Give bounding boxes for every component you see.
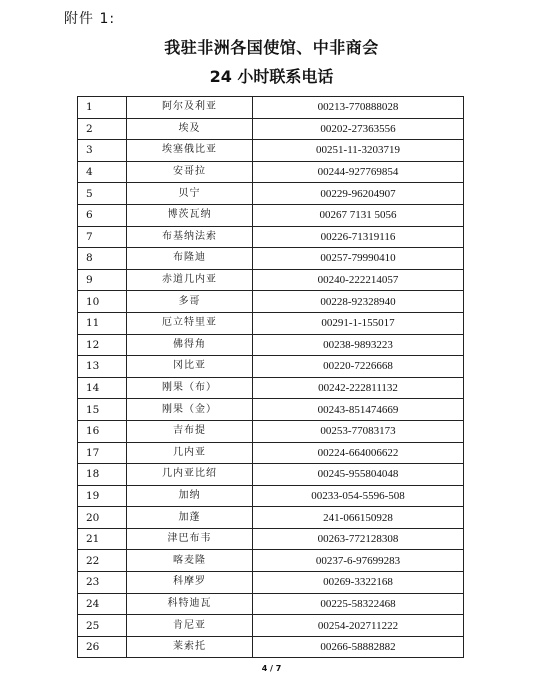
country-name: 埃塞俄比亚: [127, 140, 253, 162]
row-number: 25: [78, 615, 127, 637]
phone-number: 00263-772128308: [253, 528, 464, 550]
table-row: [78, 204, 464, 226]
row-number: 5: [78, 183, 127, 205]
country-name: 阿尔及利亚: [127, 97, 253, 119]
phone-number: 00242-222811132: [253, 377, 464, 399]
country-name: 科摩罗: [127, 572, 253, 594]
row-number: 11: [78, 312, 127, 334]
row-number: 6: [78, 204, 127, 226]
page-number: 4 / 7: [261, 664, 282, 673]
table-row: [78, 356, 464, 378]
row-number: 23: [78, 572, 127, 594]
country-name: 几内亚: [127, 442, 253, 464]
phone-number: 00213-770888028: [253, 97, 464, 119]
country-name: 科特迪瓦: [127, 593, 253, 615]
phone-number: 00228-92328940: [253, 291, 464, 313]
table-row: [78, 636, 464, 658]
country-name: 布基纳法索: [127, 226, 253, 248]
row-number: 10: [78, 291, 127, 313]
table-row: [78, 226, 464, 248]
phone-number: 00266-58882882: [253, 636, 464, 658]
row-number: 19: [78, 485, 127, 507]
table-row: [78, 377, 464, 399]
country-name: 佛得角: [127, 334, 253, 356]
row-number: 22: [78, 550, 127, 572]
row-number: 26: [78, 636, 127, 658]
phone-number: 00269-3322168: [253, 572, 464, 594]
row-number: 14: [78, 377, 127, 399]
phone-number: 00253-77083173: [253, 420, 464, 442]
phone-number: 00202-27363556: [253, 118, 464, 140]
country-name: 安哥拉: [127, 161, 253, 183]
table-row: [78, 183, 464, 205]
country-name: 喀麦隆: [127, 550, 253, 572]
phone-number: 00233-054-5596-508: [253, 485, 464, 507]
country-name: 津巴布韦: [127, 528, 253, 550]
row-number: 12: [78, 334, 127, 356]
country-name: 刚果（布）: [127, 377, 253, 399]
table-row: [78, 593, 464, 615]
row-number: 24: [78, 593, 127, 615]
country-name: 厄立特里亚: [127, 312, 253, 334]
phone-number: 00225-58322468: [253, 593, 464, 615]
table-row: [78, 334, 464, 356]
table-row: [78, 269, 464, 291]
phone-number: 00240-222214057: [253, 269, 464, 291]
row-number: 17: [78, 442, 127, 464]
country-name: 博茨瓦纳: [127, 204, 253, 226]
phone-number: 00251-11-3203719: [253, 140, 464, 162]
phone-number: 00237-6-97699283: [253, 550, 464, 572]
country-name: 莱索托: [127, 636, 253, 658]
phone-number: 00226-71319116: [253, 226, 464, 248]
contact-table-body: [78, 97, 464, 658]
country-name: 加纳: [127, 485, 253, 507]
country-name: 多哥: [127, 291, 253, 313]
phone-number: 241-066150928: [253, 507, 464, 529]
table-row: [78, 550, 464, 572]
phone-number: 00244-927769854: [253, 161, 464, 183]
country-name: 赤道几内亚: [127, 269, 253, 291]
table-row: [78, 118, 464, 140]
row-number: 4: [78, 161, 127, 183]
row-number: 16: [78, 420, 127, 442]
phone-number: 00291-1-155017: [253, 312, 464, 334]
table-row: [78, 140, 464, 162]
table-row: [78, 485, 464, 507]
table-row: [78, 399, 464, 421]
table-row: [78, 572, 464, 594]
row-number: 1: [78, 97, 127, 119]
phone-number: 00243-851474669: [253, 399, 464, 421]
table-row: [78, 528, 464, 550]
table-row: [78, 312, 464, 334]
phone-number: 00257-79990410: [253, 248, 464, 270]
row-number: 15: [78, 399, 127, 421]
row-number: 13: [78, 356, 127, 378]
row-number: 3: [78, 140, 127, 162]
country-name: 吉布提: [127, 420, 253, 442]
row-number: 18: [78, 464, 127, 486]
table-row: [78, 161, 464, 183]
document-title: 我驻非洲各国使馆、中非商会: [164, 38, 379, 57]
phone-number: 00254-202711222: [253, 615, 464, 637]
table-row: [78, 507, 464, 529]
annex-label: 附件 1:: [64, 11, 116, 27]
row-number: 8: [78, 248, 127, 270]
row-number: 20: [78, 507, 127, 529]
table-row: [78, 420, 464, 442]
phone-number: 00224-664006622: [253, 442, 464, 464]
table-row: [78, 248, 464, 270]
row-number: 9: [78, 269, 127, 291]
phone-number: 00238-9893223: [253, 334, 464, 356]
country-name: 几内亚比绍: [127, 464, 253, 486]
phone-number: 00245-955804048: [253, 464, 464, 486]
country-name: 刚果（金）: [127, 399, 253, 421]
table-row: [78, 442, 464, 464]
country-name: 贝宁: [127, 183, 253, 205]
table-row: [78, 291, 464, 313]
document-subtitle: 24 小时联系电话: [209, 67, 334, 86]
phone-number: 00220-7226668: [253, 356, 464, 378]
table-row: [78, 464, 464, 486]
contact-table: [77, 96, 464, 658]
phone-number: 00267 7131 5056: [253, 204, 464, 226]
phone-number: 00229-96204907: [253, 183, 464, 205]
row-number: 7: [78, 226, 127, 248]
country-name: 埃及: [127, 118, 253, 140]
table-row: [78, 615, 464, 637]
country-name: 冈比亚: [127, 356, 253, 378]
table-row: [78, 97, 464, 119]
country-name: 加蓬: [127, 507, 253, 529]
row-number: 21: [78, 528, 127, 550]
country-name: 布隆迪: [127, 248, 253, 270]
country-name: 肯尼亚: [127, 615, 253, 637]
row-number: 2: [78, 118, 127, 140]
